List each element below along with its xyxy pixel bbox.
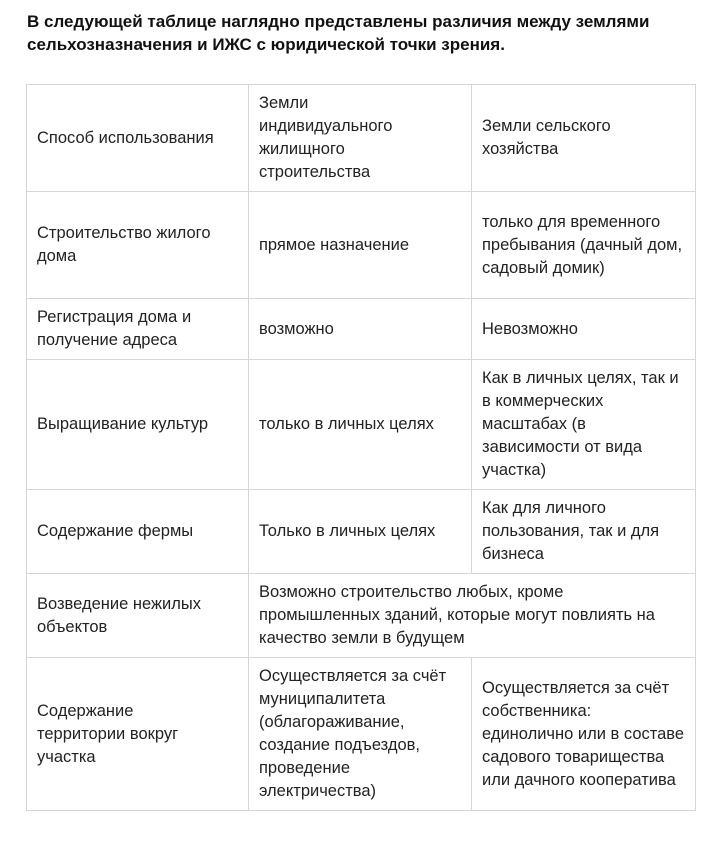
row-izhs-value: Осуществляется за счёт муниципалитета (облагораживание, создание подъездов, проведение электричества) <box>249 658 472 811</box>
row-agri-value: Как в личных целях, так и в коммерческих масштабах (в зависимости от вида участка) <box>472 360 696 490</box>
row-criterion: Содержание фермы <box>27 490 249 574</box>
row-merged-value: Возможно строительство любых, кроме промышленных зданий, которые могут повлиять на качество земли в будущем <box>249 574 696 658</box>
table-row <box>27 360 696 490</box>
table-row <box>27 192 696 299</box>
row-izhs-value: возможно <box>249 299 472 360</box>
row-izhs-value: Земли индивидуального жилищного строительства <box>249 85 472 192</box>
row-izhs-value: Только в личных целях <box>249 490 472 574</box>
row-agri-value: только для временного пребывания (дачный дом, садовый домик) <box>472 192 696 299</box>
row-agri-value: Осуществляется за счёт собственника: единолично или в составе садового товарищества или дачного кооператива <box>472 658 696 811</box>
table-row <box>27 658 696 811</box>
row-criterion: Возведение нежилых объектов <box>27 574 249 658</box>
row-izhs-value: прямое назначение <box>249 192 472 299</box>
row-izhs-value: только в личных целях <box>249 360 472 490</box>
row-criterion: Содержание территории вокруг участка <box>27 658 249 811</box>
table-row <box>27 490 696 574</box>
table-row <box>27 574 696 658</box>
comparison-table <box>26 84 696 811</box>
row-agri-value: Как для личного пользования, так и для бизнеса <box>472 490 696 574</box>
table-row <box>27 85 696 192</box>
table-row <box>27 299 696 360</box>
row-criterion: Строительство жилого дома <box>27 192 249 299</box>
row-agri-value: Земли сельского хозяйства <box>472 85 696 192</box>
row-criterion: Способ использования <box>27 85 249 192</box>
row-criterion: Регистрация дома и получение адреса <box>27 299 249 360</box>
intro-text: В следующей таблице наглядно представлены различия между землями сельхозназначения и ИЖС с юридической точки зрения. <box>27 12 650 54</box>
row-agri-value: Невозможно <box>472 299 696 360</box>
row-criterion: Выращивание культур <box>27 360 249 490</box>
